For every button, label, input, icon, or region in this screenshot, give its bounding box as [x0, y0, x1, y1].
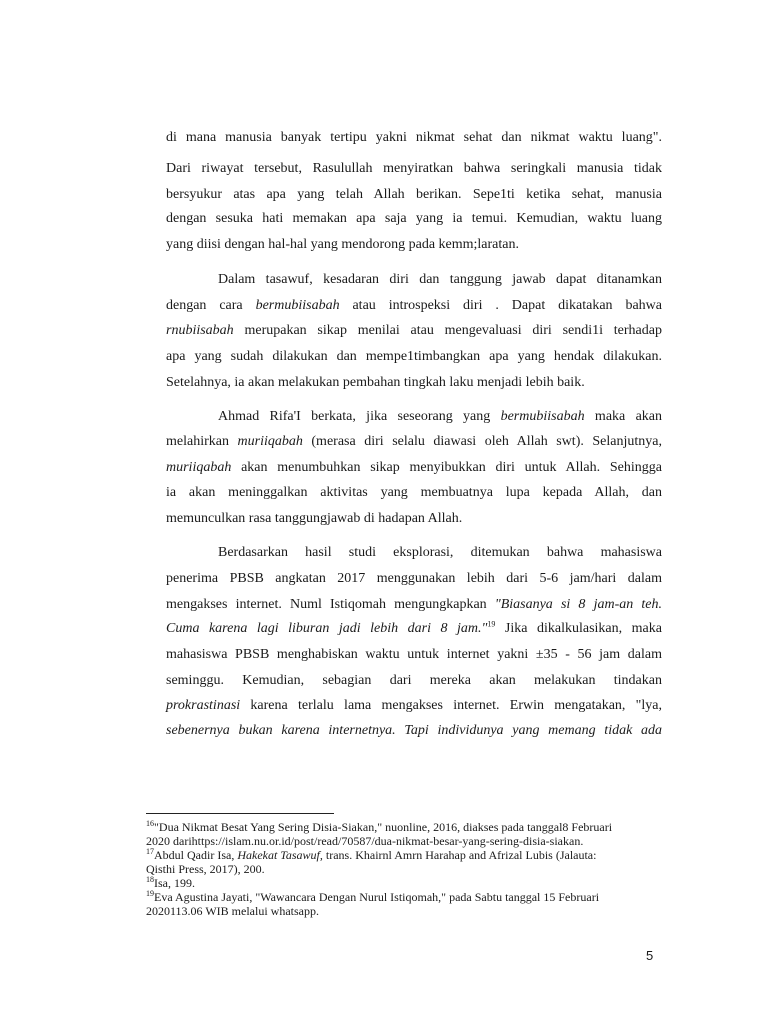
- body-line: penerima PBSB angkatan 2017 menggunakan lebih dari 5-6 jam/hari dalam: [166, 571, 662, 586]
- body-line: Dari riwayat tersebut, Rasulullah menyiratkan bahwa seringkali manusia tidak: [166, 161, 662, 176]
- page-number: 5: [646, 948, 654, 963]
- body-line: mahasiswa PBSB menghabiskan waktu untuk internet yakni ±35 - 56 jam dalam: [166, 647, 662, 662]
- body-line: apa yang sudah dilakukan dan mempe1timbangkan apa yang hendak dilakukan.: [166, 349, 662, 364]
- body-line: Ahmad Rifa'I berkata, jika seseorang yang bermubiisabah maka akan: [218, 409, 662, 424]
- body-line: Berdasarkan hasil studi eksplorasi, ditemukan bahwa mahasiswa: [218, 545, 662, 560]
- footnote: $^{19}$Eva Agustina Jayati, "Wawancara Dengan Nurul Istiqomah," pada Sabtu tanggal 15 Februari: [146, 889, 600, 904]
- body-line: ia akan meninggalkan aktivitas yang membuatnya lupa kepada Allah, dan: [166, 485, 662, 500]
- body-line: Setelahnya, ia akan melakukan pembahan tingkah laku menjadi lebih baik.: [166, 375, 585, 390]
- body-line: mengakses internet. Numl Istiqomah mengungkapkan "Biasanya si 8 jam-an teh.: [166, 597, 662, 612]
- footnote: 2020113.06 WIB melalui whatsapp.: [146, 904, 319, 918]
- footnote: Qisthi Press, 2017), 200.: [146, 862, 265, 876]
- body-line: prokrastinasi karena terlalu lama mengakses internet. Erwin mengatakan, "lya,: [166, 698, 662, 713]
- footnote-ref: 19: [487, 619, 496, 629]
- footnote: $^{17}$Abdul Qadir Isa, Hakekat Tasawuf, trans. Khairnl Amrn Harahap and Afrizal Lubis (Jalauta:: [146, 847, 597, 862]
- body-line: dengan sesuka hati memakan apa saja yang ia temui. Kemudian, waktu luang: [166, 211, 662, 226]
- footnote-separator: [146, 813, 334, 814]
- body-line: rnubiisabah merupakan sikap menilai atau mengevaluasi diri sendi1i terhadap: [166, 323, 662, 338]
- body-line: memunculkan rasa tanggungjawab di hadapan Allah.: [166, 511, 463, 526]
- body-line: Cuma karena lagi liburan jadi lebih dari 8 jam."$^{19}$ Jika dikalkulasikan, maka: [166, 619, 662, 636]
- body-line: bersyukur atas apa yang telah Allah berikan. Sepe1ti ketika sehat, manusia: [166, 187, 662, 202]
- body-line: Dalam tasawuf, kesadaran diri dan tanggung jawab dapat ditanamkan: [218, 272, 662, 287]
- body-line: dengan cara bermubiisabah atau introspeksi diri . Dapat dikatakan bahwa: [166, 298, 663, 313]
- body-line: seminggu. Kemudian, sebagian dari mereka akan melakukan tindakan: [166, 673, 662, 688]
- body-line: yang diisi dengan hal-hal yang mendorong pada kemm;laratan.: [166, 237, 520, 252]
- footnote: 2020 darihttps://islam.nu.or.id/post/read/70587/dua-nikmat-besar-yang-sering-disia-siakan.: [146, 834, 584, 848]
- footnote: $^{18}$Isa, 199.: [146, 875, 195, 890]
- body-line: sebenernya bukan karena internetnya. Tapi individunya yang memang tidak ada: [166, 723, 662, 738]
- body-line: muriiqabah akan menumbuhkan sikap menyibukkan diri untuk Allah. Sehingga: [166, 460, 662, 475]
- body-line: melahirkan muriiqabah (merasa diri selalu diawasi oleh Allah swt). Selanjutnya,: [166, 434, 662, 449]
- footnote: $^{16}$"Dua Nikmat Besat Yang Sering Disia-Siakan," nuonline, 2016, diakses pada tanggal8 Februari: [146, 819, 613, 834]
- body-line: di mana manusia banyak tertipu yakni nikmat sehat dan nikmat waktu luang".: [166, 130, 662, 145]
